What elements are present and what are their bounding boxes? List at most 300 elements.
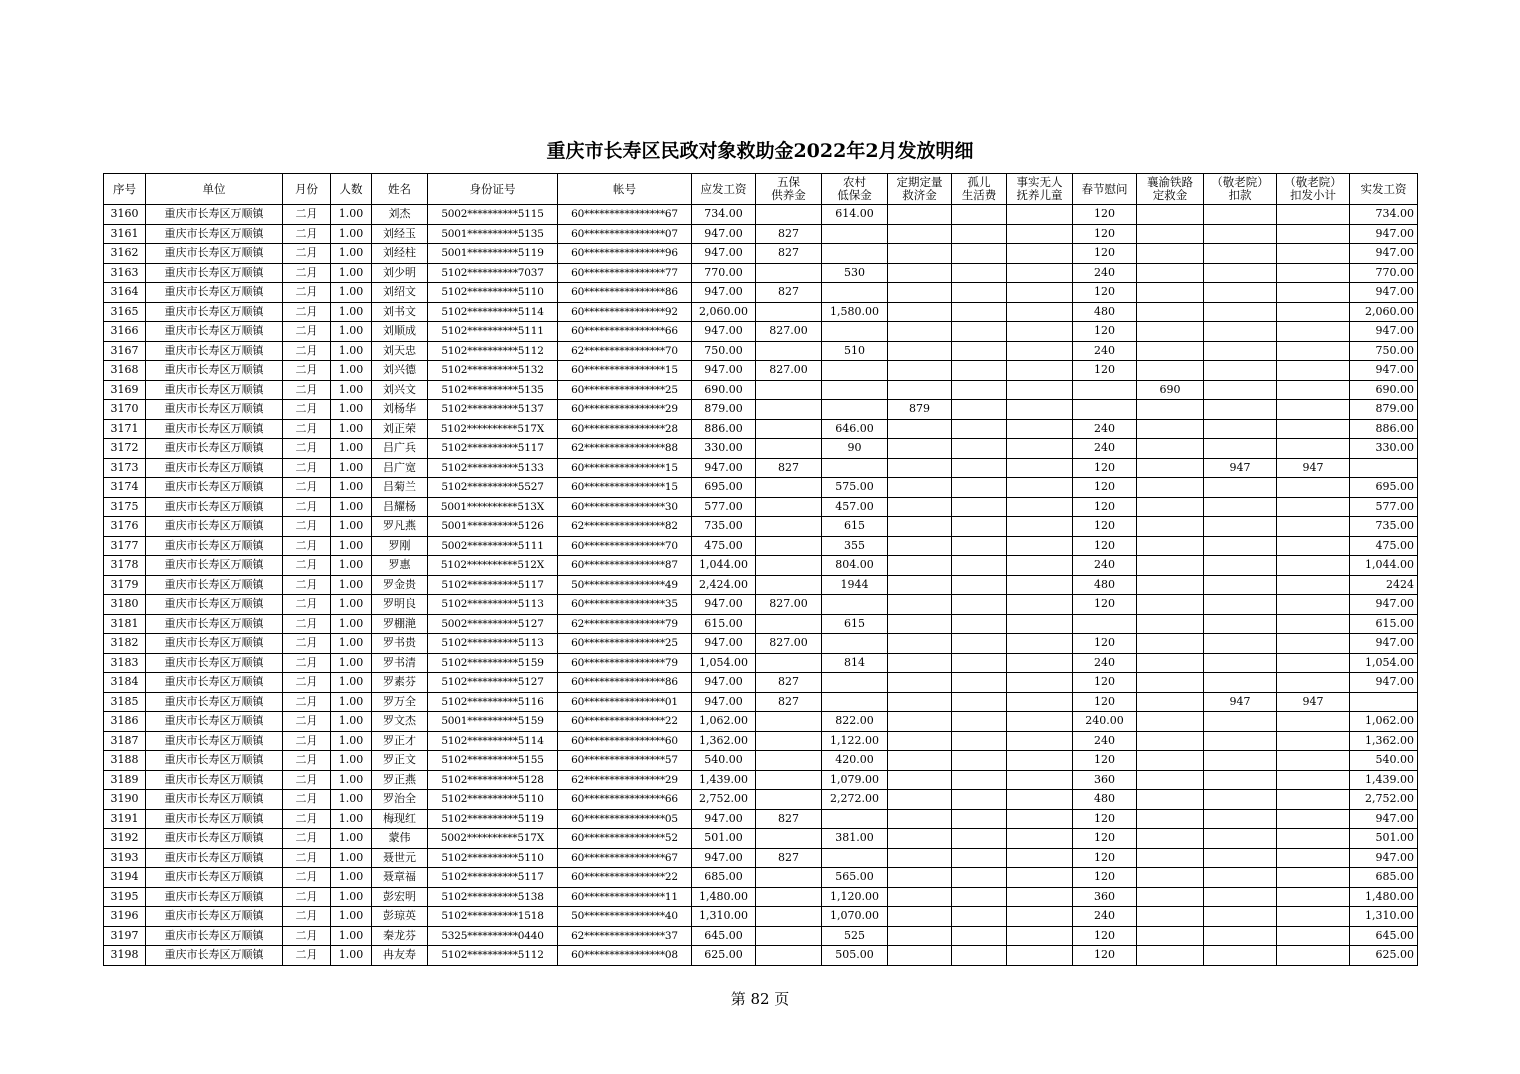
col-railway-relief-cell	[1137, 907, 1204, 927]
col-fixed-relief-cell	[888, 907, 952, 927]
col-id-number-cell: 5001**********513X	[428, 497, 558, 517]
col-fixed-relief-cell	[888, 322, 952, 342]
col-actual-pay-cell: 947.00	[1350, 244, 1418, 264]
col-railway-relief-cell	[1137, 926, 1204, 946]
col-dibao-cell: 615	[822, 517, 888, 537]
col-railway-relief-cell	[1137, 517, 1204, 537]
col-id-number-cell: 5102**********5155	[428, 751, 558, 771]
col-name-cell: 彭琼英	[372, 907, 428, 927]
col-fixed-relief-cell	[888, 595, 952, 615]
col-fixed-relief-cell	[888, 517, 952, 537]
col-orphan-cell	[952, 595, 1007, 615]
col-fixed-relief-cell	[888, 751, 952, 771]
col-railway-relief-cell	[1137, 439, 1204, 459]
col-nursing-deduction-cell	[1204, 224, 1277, 244]
col-wubao-cell	[756, 868, 822, 888]
col-dibao-header: 农村 低保金	[822, 174, 888, 205]
col-name-cell: 刘经柱	[372, 244, 428, 264]
col-id-number-cell: 5102**********512X	[428, 556, 558, 576]
col-nursing-subtotal-cell	[1277, 848, 1350, 868]
col-nursing-subtotal-cell: 947	[1277, 458, 1350, 478]
col-payable-cell: 625.00	[692, 946, 756, 966]
table-row	[104, 712, 1418, 732]
table-row	[104, 205, 1418, 225]
table-row	[104, 751, 1418, 771]
col-railway-relief-cell	[1137, 829, 1204, 849]
col-nursing-deduction-cell	[1204, 946, 1277, 966]
col-unsupported-child-cell	[1007, 439, 1073, 459]
col-actual-pay-cell: 330.00	[1350, 439, 1418, 459]
col-dibao-cell: 804.00	[822, 556, 888, 576]
col-name-cell: 罗素芬	[372, 673, 428, 693]
col-fixed-relief-cell	[888, 478, 952, 498]
col-id-number-cell: 5102**********5110	[428, 848, 558, 868]
col-fixed-relief-cell	[888, 283, 952, 303]
col-orphan-cell	[952, 614, 1007, 634]
col-orphan-cell	[952, 478, 1007, 498]
col-unit-cell: 重庆市长寿区万顺镇	[146, 244, 283, 264]
col-month-cell: 二月	[283, 400, 331, 420]
col-spring-festival-cell	[1073, 400, 1137, 420]
col-unit-cell: 重庆市长寿区万顺镇	[146, 380, 283, 400]
col-account-cell: 60****************29	[558, 400, 692, 420]
col-payable-cell: 645.00	[692, 926, 756, 946]
col-index-cell: 3185	[104, 692, 146, 712]
col-id-number-cell: 5102**********5527	[428, 478, 558, 498]
col-fixed-relief-cell	[888, 536, 952, 556]
col-count-cell: 1.00	[331, 887, 372, 907]
col-account-cell: 60****************15	[558, 458, 692, 478]
col-unit-cell: 重庆市长寿区万顺镇	[146, 770, 283, 790]
col-name-cell: 刘杰	[372, 205, 428, 225]
col-railway-relief-cell	[1137, 575, 1204, 595]
col-payable-cell: 947.00	[692, 224, 756, 244]
col-orphan-cell	[952, 458, 1007, 478]
col-nursing-subtotal-cell	[1277, 634, 1350, 654]
col-railway-relief-cell	[1137, 692, 1204, 712]
col-orphan-cell	[952, 887, 1007, 907]
col-count-cell: 1.00	[331, 926, 372, 946]
col-index-cell: 3171	[104, 419, 146, 439]
col-id-number-cell: 5102**********5114	[428, 731, 558, 751]
col-account-cell: 60****************11	[558, 887, 692, 907]
col-unit-cell: 重庆市长寿区万顺镇	[146, 653, 283, 673]
col-unit-cell: 重庆市长寿区万顺镇	[146, 595, 283, 615]
col-spring-festival-cell: 120	[1073, 946, 1137, 966]
col-month-cell: 二月	[283, 829, 331, 849]
col-payable-cell: 475.00	[692, 536, 756, 556]
col-fixed-relief-cell	[888, 653, 952, 673]
col-spring-festival-cell: 240	[1073, 907, 1137, 927]
col-fixed-relief-cell	[888, 458, 952, 478]
col-count-cell: 1.00	[331, 653, 372, 673]
col-railway-relief-header: 襄渝铁路 定救金	[1137, 174, 1204, 205]
col-nursing-deduction-cell	[1204, 731, 1277, 751]
col-count-cell: 1.00	[331, 907, 372, 927]
col-nursing-deduction-cell	[1204, 497, 1277, 517]
col-actual-pay-cell: 690.00	[1350, 380, 1418, 400]
col-railway-relief-cell	[1137, 556, 1204, 576]
col-nursing-deduction-cell	[1204, 926, 1277, 946]
col-count-cell: 1.00	[331, 692, 372, 712]
col-payable-cell: 2,424.00	[692, 575, 756, 595]
col-index-cell: 3166	[104, 322, 146, 342]
table-row	[104, 224, 1418, 244]
col-orphan-cell	[952, 341, 1007, 361]
col-unsupported-child-cell	[1007, 283, 1073, 303]
col-wubao-cell	[756, 829, 822, 849]
col-spring-festival-cell	[1073, 614, 1137, 634]
col-dibao-cell: 2,272.00	[822, 790, 888, 810]
col-name-cell: 刘兴德	[372, 361, 428, 381]
col-wubao-cell	[756, 614, 822, 634]
col-nursing-deduction-cell	[1204, 341, 1277, 361]
col-nursing-deduction-cell	[1204, 673, 1277, 693]
col-month-cell: 二月	[283, 809, 331, 829]
col-railway-relief-cell	[1137, 614, 1204, 634]
col-index-cell: 3176	[104, 517, 146, 537]
col-fixed-relief-cell	[888, 848, 952, 868]
col-month-cell: 二月	[283, 322, 331, 342]
col-month-cell: 二月	[283, 380, 331, 400]
col-payable-cell: 947.00	[692, 692, 756, 712]
table-row	[104, 809, 1418, 829]
col-nursing-deduction-cell: 947	[1204, 458, 1277, 478]
col-name-cell: 聂世元	[372, 848, 428, 868]
col-nursing-deduction-cell	[1204, 887, 1277, 907]
page-title: 重庆市长寿区民政对象救助金2022年2月发放明细	[546, 140, 974, 162]
col-id-number-cell: 5102**********5119	[428, 809, 558, 829]
col-nursing-deduction-cell	[1204, 322, 1277, 342]
col-id-number-cell: 5102**********5137	[428, 400, 558, 420]
col-railway-relief-cell	[1137, 419, 1204, 439]
col-count-cell: 1.00	[331, 478, 372, 498]
col-orphan-cell	[952, 673, 1007, 693]
col-nursing-deduction-cell	[1204, 400, 1277, 420]
col-orphan-cell	[952, 868, 1007, 888]
col-name-cell: 刘杨华	[372, 400, 428, 420]
col-nursing-deduction-cell	[1204, 439, 1277, 459]
col-month-cell: 二月	[283, 361, 331, 381]
col-month-cell: 二月	[283, 790, 331, 810]
col-nursing-deduction-cell	[1204, 751, 1277, 771]
col-nursing-subtotal-cell	[1277, 673, 1350, 693]
col-count-cell: 1.00	[331, 556, 372, 576]
col-actual-pay-cell: 625.00	[1350, 946, 1418, 966]
col-wubao-cell	[756, 946, 822, 966]
col-name-cell: 吕耀杨	[372, 497, 428, 517]
col-spring-festival-cell: 120	[1073, 692, 1137, 712]
col-unsupported-child-cell	[1007, 302, 1073, 322]
col-spring-festival-cell: 120	[1073, 751, 1137, 771]
table-row	[104, 653, 1418, 673]
col-index-cell: 3194	[104, 868, 146, 888]
col-actual-pay-cell: 615.00	[1350, 614, 1418, 634]
col-orphan-cell	[952, 712, 1007, 732]
col-railway-relief-cell	[1137, 400, 1204, 420]
col-account-cell: 60****************25	[558, 380, 692, 400]
col-count-cell: 1.00	[331, 595, 372, 615]
table-row	[104, 361, 1418, 381]
col-unsupported-child-cell	[1007, 205, 1073, 225]
col-nursing-subtotal-cell	[1277, 361, 1350, 381]
col-payable-cell: 947.00	[692, 322, 756, 342]
col-name-cell: 刘经玉	[372, 224, 428, 244]
col-orphan-cell	[952, 848, 1007, 868]
col-month-cell: 二月	[283, 673, 331, 693]
col-nursing-subtotal-cell	[1277, 263, 1350, 283]
col-unsupported-child-cell	[1007, 751, 1073, 771]
table-row	[104, 770, 1418, 790]
col-nursing-deduction-cell	[1204, 634, 1277, 654]
col-railway-relief-cell: 690	[1137, 380, 1204, 400]
col-id-number-cell: 5102**********5111	[428, 322, 558, 342]
col-unsupported-child-cell	[1007, 887, 1073, 907]
col-index-cell: 3170	[104, 400, 146, 420]
col-name-cell: 刘顺成	[372, 322, 428, 342]
col-spring-festival-cell: 120	[1073, 517, 1137, 537]
col-nursing-deduction-cell	[1204, 575, 1277, 595]
col-orphan-cell	[952, 497, 1007, 517]
col-spring-festival-cell: 120	[1073, 536, 1137, 556]
col-orphan-cell	[952, 380, 1007, 400]
col-dibao-cell: 1,580.00	[822, 302, 888, 322]
col-index-cell: 3178	[104, 556, 146, 576]
col-fixed-relief-cell	[888, 829, 952, 849]
col-index-cell: 3184	[104, 673, 146, 693]
table-row	[104, 731, 1418, 751]
col-wubao-cell	[756, 770, 822, 790]
col-month-cell: 二月	[283, 224, 331, 244]
col-fixed-relief-cell	[888, 224, 952, 244]
col-spring-festival-cell: 240.00	[1073, 712, 1137, 732]
table-row	[104, 244, 1418, 264]
col-name-cell: 秦龙芬	[372, 926, 428, 946]
col-nursing-deduction-cell	[1204, 653, 1277, 673]
col-spring-festival-cell: 120	[1073, 224, 1137, 244]
col-orphan-cell	[952, 302, 1007, 322]
table-row	[104, 322, 1418, 342]
col-unit-cell: 重庆市长寿区万顺镇	[146, 556, 283, 576]
col-spring-festival-cell: 480	[1073, 302, 1137, 322]
col-wubao-cell	[756, 419, 822, 439]
col-dibao-cell	[822, 595, 888, 615]
col-payable-cell: 1,310.00	[692, 907, 756, 927]
col-nursing-subtotal-cell	[1277, 790, 1350, 810]
col-id-number-cell: 5325**********0440	[428, 926, 558, 946]
table-row	[104, 478, 1418, 498]
col-spring-festival-cell: 120	[1073, 478, 1137, 498]
col-unsupported-child-cell	[1007, 907, 1073, 927]
col-fixed-relief-cell	[888, 887, 952, 907]
table-row	[104, 575, 1418, 595]
col-actual-pay-cell: 1,439.00	[1350, 770, 1418, 790]
table-row	[104, 595, 1418, 615]
col-id-number-cell: 5102**********5117	[428, 868, 558, 888]
col-fixed-relief-cell	[888, 809, 952, 829]
col-index-cell: 3180	[104, 595, 146, 615]
table-row	[104, 536, 1418, 556]
col-orphan-cell	[952, 439, 1007, 459]
col-id-number-cell: 5002**********5127	[428, 614, 558, 634]
col-payable-cell: 540.00	[692, 751, 756, 771]
col-id-number-cell: 5102**********517X	[428, 419, 558, 439]
col-count-cell: 1.00	[331, 634, 372, 654]
col-dibao-cell: 505.00	[822, 946, 888, 966]
col-account-cell: 60****************60	[558, 731, 692, 751]
col-spring-festival-cell: 480	[1073, 575, 1137, 595]
col-index-cell: 3172	[104, 439, 146, 459]
col-fixed-relief-cell	[888, 361, 952, 381]
col-account-cell: 60****************52	[558, 829, 692, 849]
col-nursing-subtotal-cell	[1277, 517, 1350, 537]
col-month-cell: 二月	[283, 517, 331, 537]
col-nursing-subtotal-cell	[1277, 439, 1350, 459]
col-spring-festival-cell: 360	[1073, 887, 1137, 907]
col-actual-pay-cell: 1,362.00	[1350, 731, 1418, 751]
col-railway-relief-cell	[1137, 361, 1204, 381]
col-month-cell: 二月	[283, 536, 331, 556]
col-count-cell: 1.00	[331, 322, 372, 342]
table-row	[104, 439, 1418, 459]
col-unit-cell: 重庆市长寿区万顺镇	[146, 614, 283, 634]
col-name-cell: 罗书清	[372, 653, 428, 673]
col-count-cell: 1.00	[331, 283, 372, 303]
col-nursing-deduction-cell	[1204, 907, 1277, 927]
col-unsupported-child-cell	[1007, 556, 1073, 576]
col-payable-cell: 695.00	[692, 478, 756, 498]
col-month-cell: 二月	[283, 283, 331, 303]
col-fixed-relief-cell	[888, 419, 952, 439]
col-wubao-cell: 827	[756, 283, 822, 303]
col-railway-relief-cell	[1137, 478, 1204, 498]
col-wubao-cell	[756, 790, 822, 810]
col-railway-relief-cell	[1137, 322, 1204, 342]
col-account-cell: 60****************66	[558, 322, 692, 342]
col-account-cell: 60****************35	[558, 595, 692, 615]
col-index-cell: 3187	[104, 731, 146, 751]
col-dibao-cell	[822, 848, 888, 868]
col-payable-header: 应发工资	[692, 174, 756, 205]
table-row	[104, 887, 1418, 907]
col-dibao-cell: 457.00	[822, 497, 888, 517]
col-fixed-relief-cell	[888, 575, 952, 595]
col-nursing-deduction-cell	[1204, 868, 1277, 888]
col-unsupported-child-cell	[1007, 478, 1073, 498]
col-orphan-cell	[952, 361, 1007, 381]
table-row	[104, 829, 1418, 849]
col-fixed-relief-cell	[888, 868, 952, 888]
col-dibao-cell	[822, 400, 888, 420]
col-orphan-cell	[952, 322, 1007, 342]
col-spring-festival-cell: 120	[1073, 244, 1137, 264]
col-payable-cell: 501.00	[692, 829, 756, 849]
col-id-number-cell: 5102**********5114	[428, 302, 558, 322]
col-account-cell: 60****************86	[558, 283, 692, 303]
col-railway-relief-cell	[1137, 673, 1204, 693]
col-unsupported-child-cell	[1007, 926, 1073, 946]
col-name-cell: 罗正才	[372, 731, 428, 751]
col-dibao-cell	[822, 322, 888, 342]
col-count-cell: 1.00	[331, 712, 372, 732]
col-nursing-deduction-cell	[1204, 263, 1277, 283]
col-actual-pay-cell: 2,752.00	[1350, 790, 1418, 810]
col-payable-cell: 947.00	[692, 458, 756, 478]
col-unsupported-child-cell	[1007, 361, 1073, 381]
col-payable-cell: 879.00	[692, 400, 756, 420]
col-fixed-relief-cell	[888, 770, 952, 790]
col-wubao-cell	[756, 439, 822, 459]
col-spring-festival-cell: 240	[1073, 653, 1137, 673]
col-orphan-cell	[952, 400, 1007, 420]
col-unsupported-child-cell	[1007, 458, 1073, 478]
col-nursing-subtotal-cell	[1277, 224, 1350, 244]
col-name-cell: 罗惠	[372, 556, 428, 576]
col-account-cell: 60****************77	[558, 263, 692, 283]
col-index-cell: 3181	[104, 614, 146, 634]
col-unit-cell: 重庆市长寿区万顺镇	[146, 419, 283, 439]
col-spring-festival-cell: 120	[1073, 634, 1137, 654]
col-account-cell: 60****************22	[558, 712, 692, 732]
col-nursing-subtotal-cell	[1277, 380, 1350, 400]
col-spring-festival-cell: 360	[1073, 770, 1137, 790]
col-payable-cell: 1,062.00	[692, 712, 756, 732]
col-index-cell: 3167	[104, 341, 146, 361]
col-wubao-cell: 827	[756, 673, 822, 693]
col-actual-pay-cell: 947.00	[1350, 673, 1418, 693]
col-nursing-subtotal-cell	[1277, 731, 1350, 751]
col-index-cell: 3193	[104, 848, 146, 868]
col-unsupported-child-cell	[1007, 790, 1073, 810]
col-index-cell: 3173	[104, 458, 146, 478]
col-railway-relief-cell	[1137, 809, 1204, 829]
col-fixed-relief-cell	[888, 790, 952, 810]
col-unsupported-child-cell	[1007, 224, 1073, 244]
col-account-cell: 60****************87	[558, 556, 692, 576]
col-payable-cell: 947.00	[692, 809, 756, 829]
col-payable-cell: 1,054.00	[692, 653, 756, 673]
col-account-cell: 60****************30	[558, 497, 692, 517]
col-actual-pay-cell: 750.00	[1350, 341, 1418, 361]
col-unit-cell: 重庆市长寿区万顺镇	[146, 224, 283, 244]
col-name-cell: 罗凡燕	[372, 517, 428, 537]
col-unsupported-child-cell	[1007, 770, 1073, 790]
col-nursing-subtotal-cell	[1277, 556, 1350, 576]
col-nursing-subtotal-cell	[1277, 712, 1350, 732]
col-spring-festival-cell: 120	[1073, 868, 1137, 888]
col-orphan-cell	[952, 790, 1007, 810]
col-id-number-cell: 5002**********5111	[428, 536, 558, 556]
col-unit-cell: 重庆市长寿区万顺镇	[146, 458, 283, 478]
col-spring-festival-cell: 120	[1073, 926, 1137, 946]
col-account-cell: 60****************08	[558, 946, 692, 966]
col-payable-cell: 886.00	[692, 419, 756, 439]
col-orphan-cell	[952, 419, 1007, 439]
col-index-cell: 3163	[104, 263, 146, 283]
col-nursing-deduction-cell	[1204, 302, 1277, 322]
col-unsupported-child-cell	[1007, 809, 1073, 829]
col-account-cell: 60****************70	[558, 536, 692, 556]
col-nursing-subtotal-cell	[1277, 419, 1350, 439]
col-index-header: 序号	[104, 174, 146, 205]
col-unsupported-child-cell	[1007, 692, 1073, 712]
col-wubao-cell	[756, 653, 822, 673]
col-nursing-deduction-cell	[1204, 848, 1277, 868]
col-dibao-cell: 90	[822, 439, 888, 459]
col-id-number-cell: 5001**********5159	[428, 712, 558, 732]
col-dibao-cell: 355	[822, 536, 888, 556]
col-unsupported-child-cell	[1007, 614, 1073, 634]
